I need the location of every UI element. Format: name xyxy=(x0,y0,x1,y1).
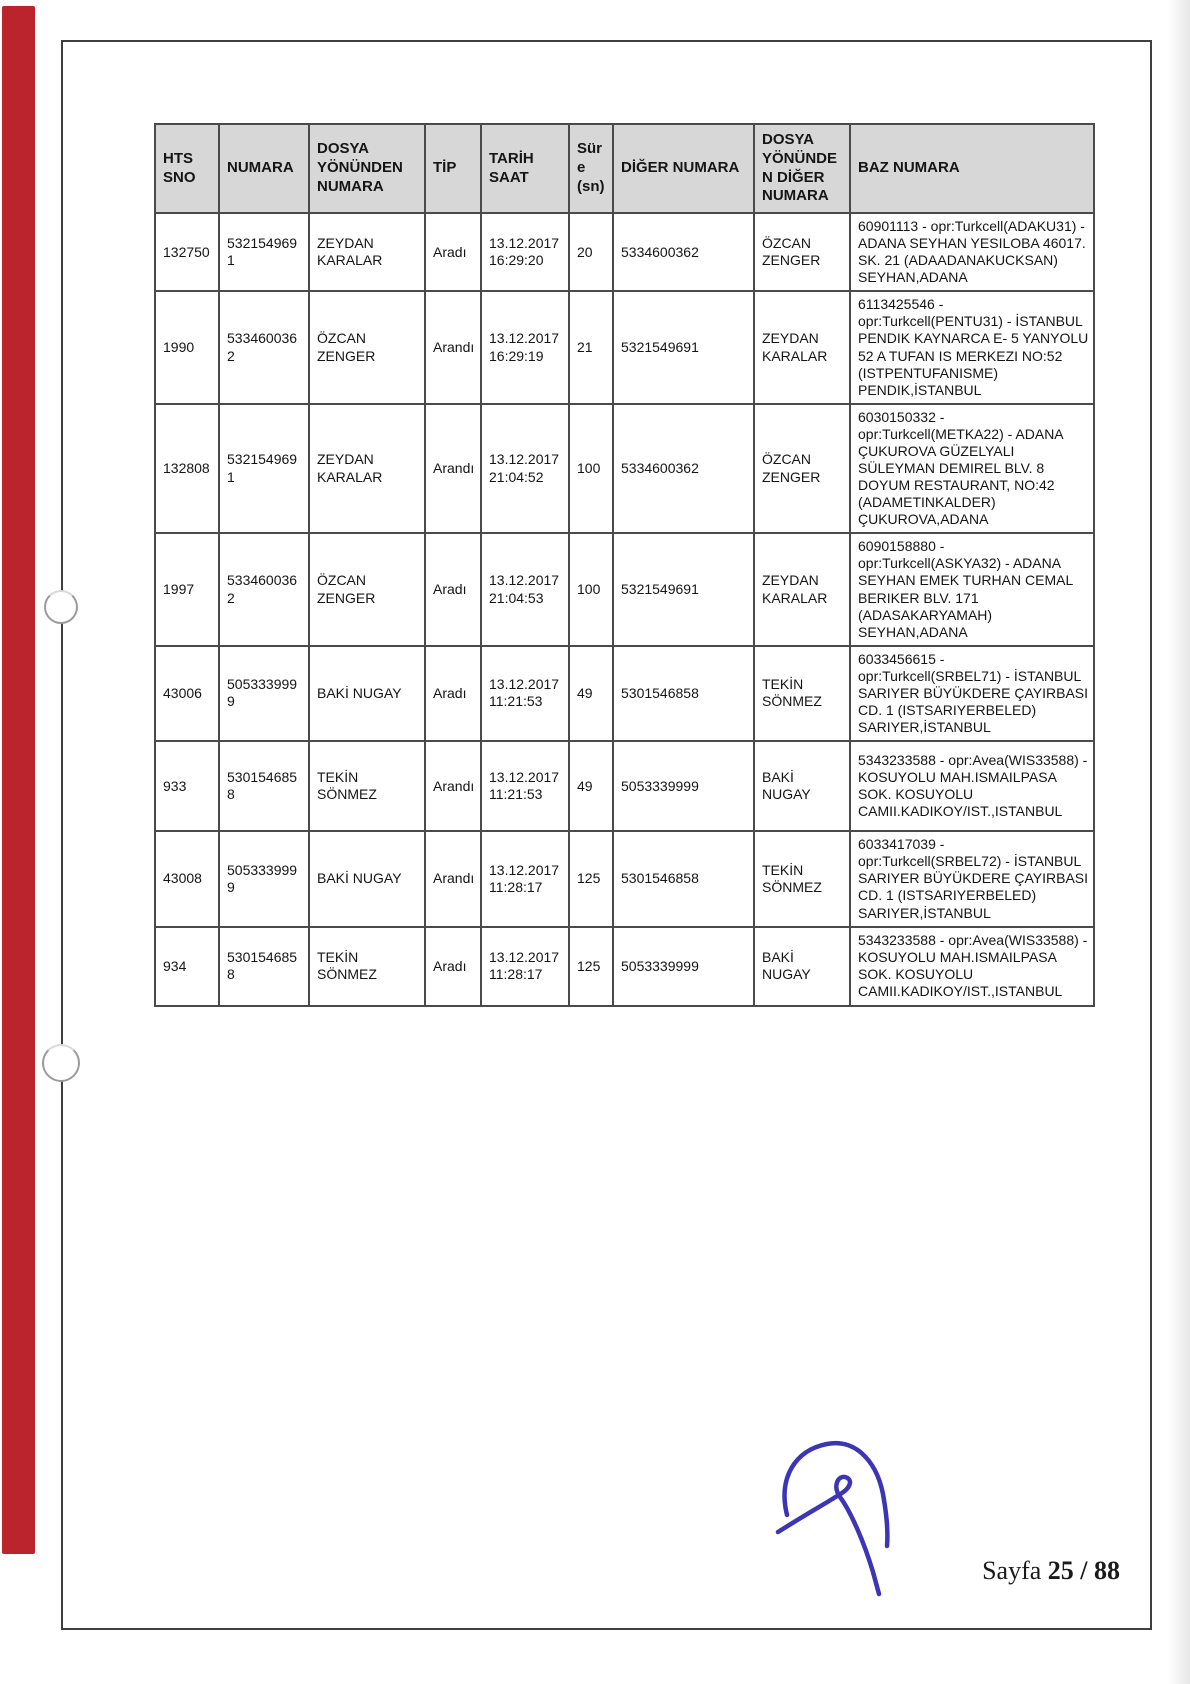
cell-diger-numara: 5321549691 xyxy=(613,533,754,645)
cell-date: 13.12.2017 xyxy=(489,676,560,693)
col-header-sure: Süre (sn) xyxy=(569,124,613,213)
cell-sure: 21 xyxy=(569,291,613,403)
cell-numara: 5053339999 xyxy=(219,831,309,926)
cell-numara: 5301546858 xyxy=(219,741,309,831)
table-row xyxy=(155,533,1094,645)
cell-dosya-numara: ZEYDAN KARALAR xyxy=(309,213,425,291)
page-number-value: 25 / 88 xyxy=(1047,1556,1120,1585)
cell-tip: Aradı xyxy=(425,213,481,291)
cell-hts-sno: 1997 xyxy=(155,533,219,645)
cell-tarih-saat xyxy=(481,831,569,926)
col-header-baz-numara: BAZ NUMARA xyxy=(850,124,1094,213)
cell-tip: Arandı xyxy=(425,741,481,831)
page-number xyxy=(920,1556,1120,1586)
table-row xyxy=(155,927,1094,1006)
table-row xyxy=(155,741,1094,831)
cell-date: 13.12.2017 xyxy=(489,330,560,347)
cell-time: 21:04:53 xyxy=(489,589,544,606)
cell-diger-numara: 5334600362 xyxy=(613,404,754,534)
cell-tarih-saat xyxy=(481,646,569,741)
cell-hts-sno: 934 xyxy=(155,927,219,1006)
cell-time: 16:29:20 xyxy=(489,252,544,269)
cell-date: 13.12.2017 xyxy=(489,451,560,468)
cell-time: 11:28:17 xyxy=(489,966,543,983)
table-row xyxy=(155,291,1094,403)
cell-tip: Aradı xyxy=(425,533,481,645)
cell-sure: 125 xyxy=(569,927,613,1006)
cell-diger-numara: 5334600362 xyxy=(613,213,754,291)
cell-tarih-saat xyxy=(481,533,569,645)
table-row xyxy=(155,213,1094,291)
cell-diger-numara: 5053339999 xyxy=(613,927,754,1006)
cell-date: 13.12.2017 xyxy=(489,769,560,786)
page-number-label: Sayfa xyxy=(982,1556,1048,1585)
cell-dosya-diger-numara: TEKİN SÖNMEZ xyxy=(754,831,850,926)
cell-tarih-saat xyxy=(481,404,569,534)
cell-baz-numara: 6030150332 - opr:Turkcell(METKA22) - ADANA ÇUKUROVA GÜZELYALI SÜLEYMAN DEMIREL BLV. 8 DOYUM RESTAURANT, NO:42 (ADAMETINKALDER) ÇUKUROVA,ADANA xyxy=(850,404,1094,534)
table-row xyxy=(155,404,1094,534)
cell-numara: 5053339999 xyxy=(219,646,309,741)
cell-hts-sno: 132808 xyxy=(155,404,219,534)
cell-time: 11:21:53 xyxy=(489,786,543,803)
cell-sure: 100 xyxy=(569,533,613,645)
cell-tarih-saat xyxy=(481,927,569,1006)
cell-time: 21:04:52 xyxy=(489,468,544,485)
cell-diger-numara: 5053339999 xyxy=(613,741,754,831)
cell-hts-sno: 1990 xyxy=(155,291,219,403)
cell-sure: 20 xyxy=(569,213,613,291)
cell-numara: 5334600362 xyxy=(219,533,309,645)
cell-sure: 125 xyxy=(569,831,613,926)
cell-dosya-numara: BAKİ NUGAY xyxy=(309,831,425,926)
cell-dosya-numara: BAKİ NUGAY xyxy=(309,646,425,741)
cell-baz-numara: 60901113 - opr:Turkcell(ADAKU31) - ADANA SEYHAN YESILOBA 46017. SK. 21 (ADAADANAKUCKSAN) SEYHAN,ADANA xyxy=(850,213,1094,291)
cell-baz-numara: 6033456615 - opr:Turkcell(SRBEL71) - İSTANBUL SARIYER BÜYÜKDERE ÇAYIRBASI CD. 1 (ISTSARIYERBELED) SARIYER,İSTANBUL xyxy=(850,646,1094,741)
cell-sure: 100 xyxy=(569,404,613,534)
cell-baz-numara: 6090158880 - opr:Turkcell(ASKYA32) - ADANA SEYHAN EMEK TURHAN CEMAL BERIKER BLV. 171 (ADASAKARYAMAH) SEYHAN,ADANA xyxy=(850,533,1094,645)
cell-baz-numara: 6033417039 - opr:Turkcell(SRBEL72) - İSTANBUL SARIYER BÜYÜKDERE ÇAYIRBASI CD. 1 (ISTSARIYERBELED) SARIYER,İSTANBUL xyxy=(850,831,1094,926)
col-header-hts-sno: HTS SNO xyxy=(155,124,219,213)
cell-dosya-diger-numara: ÖZCAN ZENGER xyxy=(754,404,850,534)
cell-dosya-numara: ÖZCAN ZENGER xyxy=(309,291,425,403)
cell-tarih-saat xyxy=(481,213,569,291)
cell-time: 11:21:53 xyxy=(489,693,543,710)
cell-dosya-numara: TEKİN SÖNMEZ xyxy=(309,927,425,1006)
cell-dosya-diger-numara: ZEYDAN KARALAR xyxy=(754,533,850,645)
cell-dosya-diger-numara: BAKİ NUGAY xyxy=(754,927,850,1006)
punch-hole-mark xyxy=(44,590,78,624)
scan-edge-shadow xyxy=(1168,0,1190,1684)
col-header-dosya-numara: DOSYA YÖNÜNDEN NUMARA xyxy=(309,124,425,213)
red-spine-stripe xyxy=(2,6,35,1554)
cell-tip: Aradı xyxy=(425,927,481,1006)
cell-dosya-diger-numara: ÖZCAN ZENGER xyxy=(754,213,850,291)
table-header-row xyxy=(155,124,1094,213)
cell-date: 13.12.2017 xyxy=(489,861,560,878)
cell-baz-numara: 5343233588 - opr:Avea(WIS33588) - KOSUYOLU MAH.ISMAILPASA SOK. KOSUYOLU CAMII.KADIKOY/IST.,ISTANBUL xyxy=(850,741,1094,831)
cell-dosya-diger-numara: BAKİ NUGAY xyxy=(754,741,850,831)
cell-sure: 49 xyxy=(569,741,613,831)
cell-time: 16:29:19 xyxy=(489,347,544,364)
cell-sure: 49 xyxy=(569,646,613,741)
cell-tarih-saat xyxy=(481,741,569,831)
col-header-diger-numara: DİĞER NUMARA xyxy=(613,124,754,213)
cell-tip: Aradı xyxy=(425,646,481,741)
cell-numara: 5321549691 xyxy=(219,404,309,534)
cell-date: 13.12.2017 xyxy=(489,572,560,589)
cell-tip: Arandı xyxy=(425,831,481,926)
table-row xyxy=(155,646,1094,741)
cell-numara: 5321549691 xyxy=(219,213,309,291)
cell-hts-sno: 43006 xyxy=(155,646,219,741)
cell-dosya-numara: ZEYDAN KARALAR xyxy=(309,404,425,534)
table-row xyxy=(155,831,1094,926)
cell-numara: 5301546858 xyxy=(219,927,309,1006)
cell-hts-sno: 132750 xyxy=(155,213,219,291)
col-header-tarih-saat: TARİH SAAT xyxy=(481,124,569,213)
signature-handwritten xyxy=(700,1400,940,1660)
cell-numara: 5334600362 xyxy=(219,291,309,403)
cell-baz-numara: 6113425546 - opr:Turkcell(PENTU31) - İSTANBUL PENDIK KAYNARCA E- 5 YANYOLU 52 A TUFAN IS MERKEZI NO:52 (ISTPENTUFANISME) PENDIK,İSTANBUL xyxy=(850,291,1094,403)
col-header-numara: NUMARA xyxy=(219,124,309,213)
cell-baz-numara: 5343233588 - opr:Avea(WIS33588) - KOSUYOLU MAH.ISMAILPASA SOK. KOSUYOLU CAMII.KADIKOY/IST.,ISTANBUL xyxy=(850,927,1094,1006)
cell-hts-sno: 43008 xyxy=(155,831,219,926)
punch-hole-mark xyxy=(42,1044,80,1082)
cell-hts-sno: 933 xyxy=(155,741,219,831)
cell-tarih-saat xyxy=(481,291,569,403)
call-table-body xyxy=(155,213,1094,1006)
col-header-dosya-diger-numara: DOSYA YÖNÜNDEN DİĞER NUMARA xyxy=(754,124,850,213)
cell-dosya-numara: ÖZCAN ZENGER xyxy=(309,533,425,645)
cell-dosya-diger-numara: ZEYDAN KARALAR xyxy=(754,291,850,403)
cell-time: 11:28:17 xyxy=(489,878,543,895)
cell-diger-numara: 5321549691 xyxy=(613,291,754,403)
col-header-tip: TİP xyxy=(425,124,481,213)
cell-diger-numara: 5301546858 xyxy=(613,831,754,926)
cell-dosya-numara: TEKİN SÖNMEZ xyxy=(309,741,425,831)
cell-date: 13.12.2017 xyxy=(489,235,560,252)
cell-tip: Arandı xyxy=(425,291,481,403)
cell-tip: Arandı xyxy=(425,404,481,534)
cell-date: 13.12.2017 xyxy=(489,949,560,965)
cell-dosya-diger-numara: TEKİN SÖNMEZ xyxy=(754,646,850,741)
cell-diger-numara: 5301546858 xyxy=(613,646,754,741)
hts-call-records-table xyxy=(154,123,1095,1007)
